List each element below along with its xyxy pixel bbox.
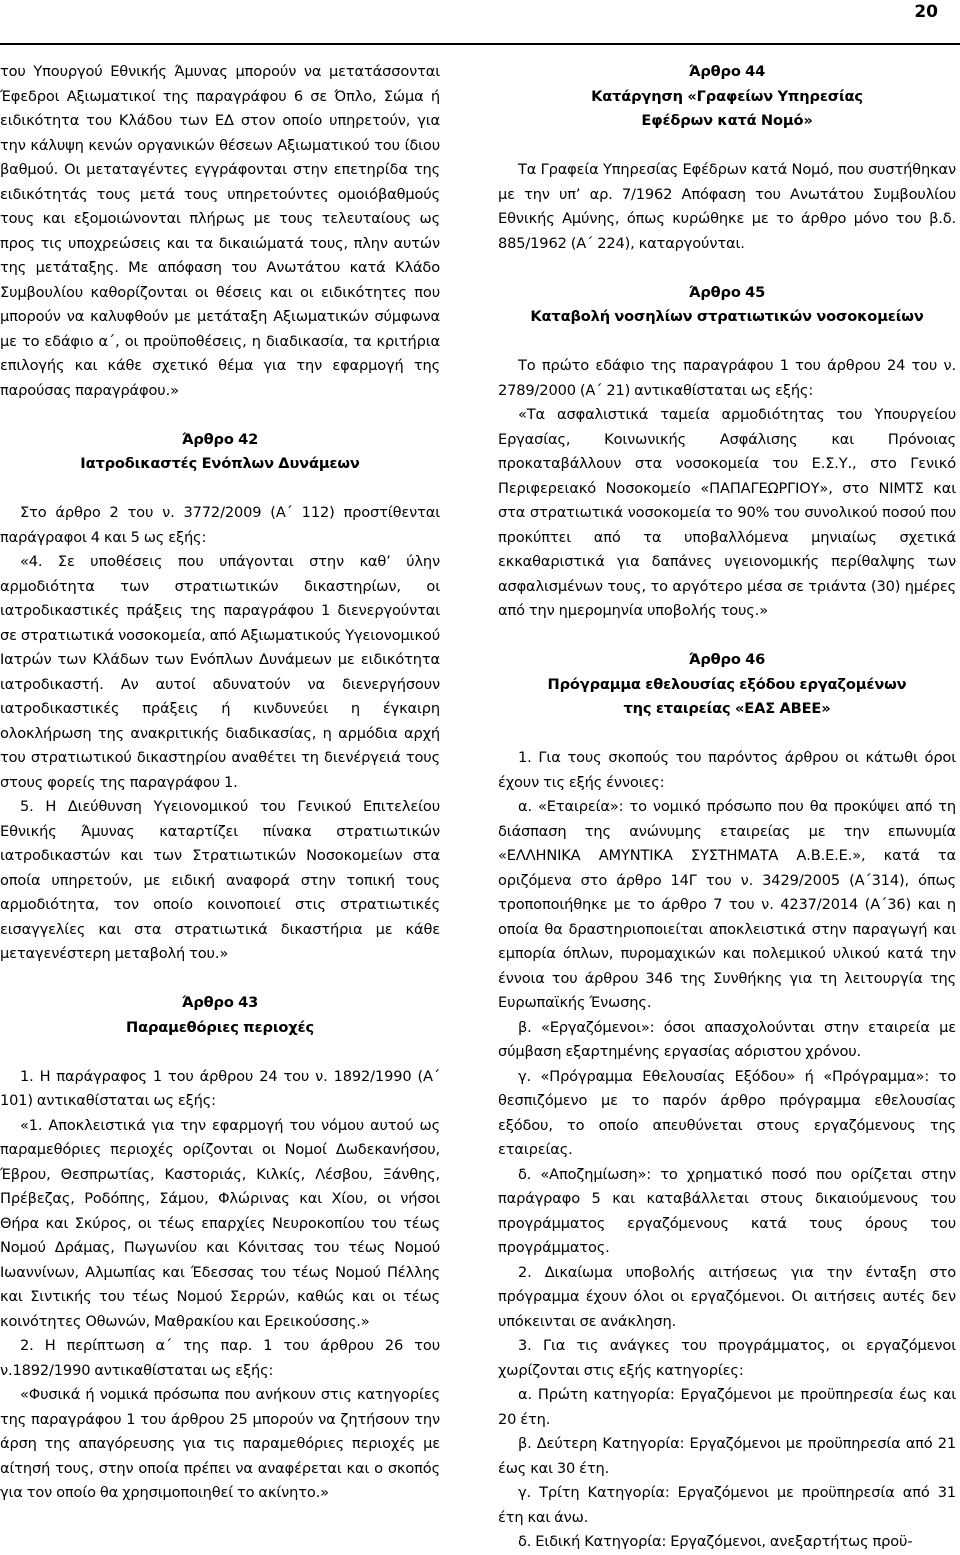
- article-46-paragraph: 1. Για τους σκοπούς του παρόντος άρθρου οι κάτωθι όροι έχουν τις εξής έννοιες:: [498, 749, 956, 791]
- left-column: [0, 60, 440, 1506]
- article-46-paragraph: 3. Για τις ανάγκες του προγράμματος, οι εργαζόμενοι χωρίζονται στις εξής κατηγορίες:: [498, 1337, 956, 1379]
- article-46-title-line-1: Πρόγραμμα εθελουσίας εξόδου εργαζομένων: [547, 675, 907, 693]
- article-46-paragraph: β. «Εργαζόμενοι»: όσοι απασχολούνται στην εταιρεία με σύμβαση εξαρτημένης εργασίας αόριστου χρόνου.: [498, 1018, 956, 1060]
- article-46-paragraph: α. Πρώτη κατηγορία: Εργαζόμενοι με προϋπηρεσία έως και 20 έτη.: [498, 1386, 956, 1428]
- article-45-paragraph: «Τα ασφαλιστικά ταμεία αρμοδιότητας του Υπουργείου Εργασίας, Κοινωνικής Ασφάλισης και Πρόνοιας προκαταβάλλουν στα νοσοκομεία του Ε.Σ.Υ., στο Γενικό Περιφερειακό Νοσοκομείο «ΠΑΠΑΓΕΩΡΓΙΟΥ», στο ΝΙΜΤΣ και στα στρατιωτικά νοσοκομεία το 90% του συνολικού ποσού που προκύπτει από τα υποβαλλόμενα μηνιαίως σχετικά εκκαθαριστικά για δαπάνες υγειονομικής περίθαλψης των ασφαλισμένων τους, το αργότερο μέσα σε τριάντα (30) ημέρες από την ημερομηνία υποβολής τους.»: [498, 406, 956, 619]
- article-43-paragraph: 2. Η περίπτωση α΄ της παρ. 1 του άρθρου 26 του ν.1892/1990 αντικαθίσταται ως εξής:: [0, 1337, 440, 1379]
- article-46-paragraph: α. «Εταιρεία»: το νομικό πρόσωπο που θα προκύψει από τη διάσπαση της ανώνυμης εταιρείας με την επωνυμία «ΕΛΛΗΝΙΚΑ ΑΜΥΝΤΙΚΑ ΣΥΣΤΗΜΑΤΑ Α.Β.Ε.Ε.», κατά τα οριζόμενα στο άρθρο 14Γ του ν. 3429/2005 (Α΄314), όπως τροποποιήθηκε με το άρθρο 7 του ν. 4237/2014 (Α΄36) και η οποία θα δραστηριοποιείται αποκλειστικά στην παραγωγή και εμπορία όπλων, πυρομαχικών και πολεμικού υλικού κατά την έννοια του άρθρου 346 της Συνθήκης για τη λειτουργία της Ευρωπαϊκής Ένωσης.: [498, 798, 956, 1011]
- article-45-number: Άρθρο 45: [688, 283, 766, 301]
- header-rule: [0, 43, 960, 45]
- article-43-number: Άρθρο 43: [181, 994, 259, 1011]
- article-42-paragraph: 5. Η Διεύθυνση Υγειονομικού του Γενικού Επιτελείου Εθνικής Άμυνας καταρτίζει πίνακα στρατιωτικών ιατροδικαστών και των Στρατιωτικών Νοσοκομείων στα οποία υπηρετούν, με ειδική αναφορά στην τοπική τους αρμοδιότητα, τον οποίο κοινοποιεί στις στρατιωτικές εισαγγελίες και στα στρατιωτικά δικαστήρια με κάθε μεταγενέστερη μεταβολή του.»: [0, 798, 440, 962]
- article-42-paragraph: Στο άρθρο 2 του ν. 3772/2009 (Α΄ 112) προστίθενται παράγραφοι 4 και 5 ως εξής:: [0, 504, 440, 546]
- article-43-title: Παραμεθόριες περιοχές: [126, 1018, 314, 1036]
- page-number: 20: [914, 2, 938, 22]
- article-43-paragraph: «1. Αποκλειστικά για την εφαρμογή του νόμου αυτού ως παραμεθόριες περιοχές ορίζονται οι Νομοί Δωδεκανήσου, Έβρου, Θεσπρωτίας, Καστοριάς, Κιλκίς, Λέσβου, Ξάνθης, Πρέβεζας, Ροδόπης, Σάμου, Φλώρινας και Χίου, οι νήσοι Θήρα και Σκύρος, οι τέως επαρχίες Νευροκοπίου του τέως Νομού Δράμας, Πωγωνίου και Κόνιτσας του τέως Νομού Ιωαννίνων, Αλμωπίας και Έδεσσας του τέως Νομού Πέλλης και Σιντικής του τέως Νομού Σερρών, καθώς και οι τέως κοινότητες Οθωνών, Μαθρακίου και Ερεικούσσης.»: [0, 1116, 440, 1330]
- article-45-title: Καταβολή νοσηλίων στρατιωτικών νοσοκομείων: [530, 308, 924, 325]
- article-46-paragraph: β. Δεύτερη Κατηγορία: Εργαζόμενοι με προϋπηρεσία από 21 έως και 30 έτη.: [498, 1435, 956, 1477]
- article-45-paragraph: Το πρώτο εδάφιο της παραγράφου 1 του άρθρου 24 του ν. 2789/2000 (Α΄ 21) αντικαθίσταται ως εξής:: [498, 357, 956, 399]
- article-44-title-line-2: Εφέδρων κατά Νομό»: [641, 112, 813, 129]
- article-43-paragraph: «Φυσικά ή νομικά πρόσωπα που ανήκουν στις κατηγορίες της παραγράφου 1 του άρθρου 25 μπορούν να ζητήσουν την άρση της απαγόρευσης για τις παραμεθόριες περιοχές με αίτησή τους, στην οποία πρέπει να αναφέρεται και ο σκοπός για τον οποίο θα χρησιμοποιηθεί το ακίνητο.»: [0, 1386, 440, 1501]
- article-46-paragraph: γ. «Πρόγραμμα Εθελουσίας Εξόδου» ή «Πρόγραμμα»: το θεσπιζόμενο με το παρόν άρθρο πρόγραμμα εθελουσίας εξόδου, το οποίο απευθύνεται στους εργαζόμενους της εταιρείας.: [498, 1067, 956, 1158]
- article-44-heading: [498, 60, 956, 134]
- article-44-title-line-1: Κατάργηση «Γραφείων Υπηρεσίας: [591, 87, 863, 105]
- article-46-paragraph: δ. «Αποζημίωση»: το χρηματικό ποσό που ορίζεται στην παράγραφο 5 και καταβάλλεται στους δικαιούμενους του προγράμματος εργαζόμενους κατά τους όρους του προγράμματος.: [498, 1165, 956, 1256]
- article-46-paragraph: γ. Τρίτη Κατηγορία: Εργαζόμενοι με προϋπηρεσία από 31 έτη και άνω.: [498, 1484, 956, 1526]
- article-46-paragraph: 2. Δικαίωμα υποβολής αιτήσεως για την ένταξη στο πρόγραμμα έχουν όλοι οι εργαζόμενοι. Οι αιτήσεις αυτές δεν υπόκεινται σε ανάκληση.: [498, 1263, 956, 1330]
- article-46-title-line-2: της εταιρείας «ΕΑΣ ΑΒΕΕ»: [623, 700, 831, 717]
- article-42-paragraph: «4. Σε υποθέσεις που υπάγονται στην καθ’ ύλην αρμοδιότητα των στρατιωτικών δικαστηρίων, οι ιατροδικαστικές πράξεις της παραγράφου 1 διενεργούνται σε στρατιωτικά νοσοκομεία, από Αξιωματικούς Υγειονομικού Ιατρών των Κλάδων των Ενόπλων Δυνάμεων με ειδικότητα ιατροδικαστή. Αν αυτοί αδυνατούν να διενεργήσουν ιατροδικαστικές πράξεις ή κινδυνεύει η έγκαιρη ολοκλήρωση της ανακριτικής διαδικασίας, η αρμόδια αρχή του στρατιωτικού δικαστηρίου αναθέτει τη διενέργειά τους στους φορείς της παραγράφου 1.: [0, 553, 440, 791]
- right-column: [498, 60, 956, 1555]
- article-42-heading: [0, 428, 440, 477]
- article-46-number: Άρθρο 46: [688, 651, 766, 668]
- continued-paragraph: του Υπουργού Εθνικής Άμυνας μπορούν να μετατάσσονται Έφεδροι Αξιωματικοί της παραγράφου 6 σε Όπλο, Σώμα ή ειδικότητα του Κλάδου των ΕΔ στον οποίο υπηρετούν, για την κάλυψη κενών οργανικών θέσεων Αξιωματικού του ίδιου βαθμού. Οι μεταταγέντες εγγράφονται στην επετηρίδα της ειδικότητάς τους μετά τους υπηρετούντες ομοιόβαθμούς τους και εξομοιώνονται πλήρως με τους τελευταίους ως προς τις υποχρεώσεις και τα δικαιώματά τους, πλην αυτών της μετάταξης. Με απόφαση του Ανωτάτου κατά Κλάδο Συμβουλίου καθορίζονται οι θέσεις και οι ειδικότητες που μπορούν να καλυφθούν με μετάταξη Αξιωματικών σύμφωνα με το εδάφιο α΄, οι προϋποθέσεις, η διαδικασία, τα κριτήρια επιλογής και κάθε σχετικό θέμα για την εφαρμογή της παρούσας παραγράφου.»: [0, 63, 440, 399]
- article-43-paragraph: 1. Η παράγραφος 1 του άρθρου 24 του ν. 1892/1990 (Α΄ 101) αντικαθίσταται ως εξής:: [0, 1067, 440, 1109]
- article-42-title: Ιατροδικαστές Ενόπλων Δυνάμεων: [80, 455, 360, 472]
- article-44-number: Άρθρο 44: [688, 63, 766, 80]
- article-46-heading: [498, 648, 956, 722]
- article-42-number: Άρθρο 42: [181, 430, 259, 448]
- article-46-paragraph: δ. Ειδική Κατηγορία: Εργαζόμενοι, ανεξαρτήτως προϋ-: [518, 1533, 913, 1550]
- article-45-heading: [498, 281, 956, 330]
- article-43-heading: [0, 991, 440, 1040]
- article-44-paragraph: Τα Γραφεία Υπηρεσίας Εφέδρων κατά Νομό, που συστήθηκαν με την υπ’ αρ. 7/1962 Απόφαση του Ανωτάτου Συμβουλίου Εθνικής Αμύνης, όπως κυρώθηκε με το άρθρο μόνο του β.δ. 885/1962 (Α΄ 224), καταργούνται.: [498, 161, 956, 252]
